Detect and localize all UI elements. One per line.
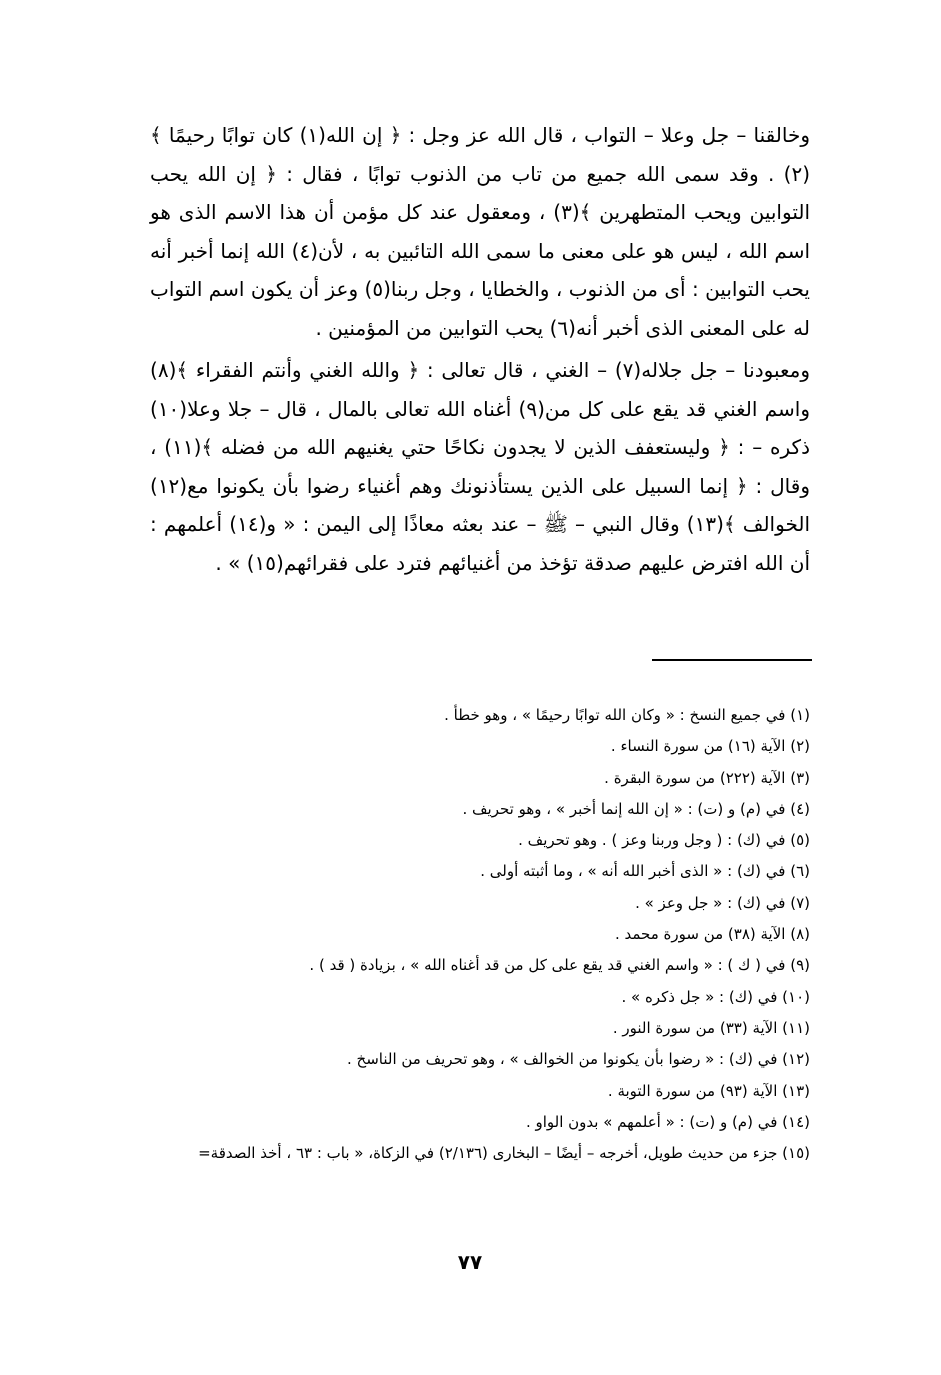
footnote: (١٢) في (ك) : « رضوا بأن يكونوا من الخوالف » ، وهو تحريف من الناسخ .: [346, 1050, 810, 1069]
footnote: (٦) في (ك) : « الذى أخبر الله أنه » ، وما أثبته أولى .: [480, 862, 810, 881]
footnote: (٩) في ( ك ) : « واسم الغني قد يقع على كل من قد أغناه الله » ، بزيادة ( قد ) .: [309, 956, 810, 975]
footnote: (٥) في (ك) : ( وجل وربنا وعز ) . وهو تحريف .: [518, 831, 810, 850]
footnote: (٨) الآية (٣٨) من سورة محمد .: [614, 925, 810, 944]
footnote: (١١) الآية (٣٣) من سورة النور .: [612, 1018, 810, 1037]
footnote: (١٤) في (م) و (ت) : « أعلمهم » بدون الواو .: [525, 1112, 810, 1131]
footnote: (١٣) الآية (٩٣) من سورة التوبة .: [607, 1081, 810, 1100]
paragraph-2: ومعبودنا – جل جلاله(٧) – الغني ، قال تعالى : ﴿ والله الغني وأنتم الفقراء ﴾(٨) واسم الغني قد يقع على كل من(٩) أغناه الله تعالى بالمال ، قال – جلا وعلا(١٠) ذكره – : ﴿ وليستعفف الذين لا يجدون نكاحًا حتي يغنيهم الله من فضله ﴾(١١) ، وقال : ﴿ إنما السبيل على الذين يستأذنونك وهم أغنياء رضوا بأن يكونوا مع(١٢) الخوالف ﴾(١٣) وقال النبي – ﷺ – عند بعثه معاذًا إلى اليمن : « و(١٤) أعلمهم : أن الله افترض عليهم صدقة تؤخذ من أغنيائهم فترد على فقرائهم(١٥) » .: [150, 358, 811, 575]
footnote: (١) في جميع النسخ : « وكان الله توابًا رحيمًا » ، وهو خطأ .: [444, 706, 810, 724]
paragraph-1: وخالقنا – جل وعلا – التواب ، قال الله عز وجل : ﴿ إن الله(١) كان توابًا رحيمًا ﴾(٢) . وقد سمى الله جميع من تاب من الذنوب توابًا ، فقال : ﴿ إن الله يحب التوابين ويحب المتطهرين ﴾(٣) ، ومعقول عند كل مؤمن أن هذا الاسم الذى هو اسم الله ، ليس هو على معنى ما سمى الله التائبين به ، لأن(٤) الله إنما أخبر أنه يحب التوابين : أى من الذنوب ، والخطايا ، وجل ربنا(٥) وعز أن يكون اسم التواب له على المعنى الذى أخبر أنه(٦) يحب التوابين من المؤمنين .: [150, 123, 811, 340]
page-number: ٧٧: [457, 1250, 483, 1274]
footnote: (٤) في (م) و (ت) : « إن الله إنما أخبر » ، وهو تحريف .: [462, 799, 810, 818]
footnote: (١٥) جزء من حديث طويل، أخرجه – أيضًا – البخارى (٢/١٣٦) في الزكاة، « باب : ٦٣ ، أخذ الصدقة=: [198, 1144, 810, 1163]
footnote: (٣) الآية (٢٢٢) من سورة البقرة .: [604, 768, 810, 787]
main-text: [150, 116, 810, 582]
footnotes-list: [150, 700, 810, 1169]
footnote: (٧) في (ك) : « جل وعز » .: [635, 893, 810, 912]
footnote-separator: [652, 659, 812, 661]
footnote: (١٠) في (ك) : « جل ذكره » .: [621, 987, 810, 1006]
footnote: (٢) الآية (١٦) من سورة النساء .: [610, 737, 810, 756]
